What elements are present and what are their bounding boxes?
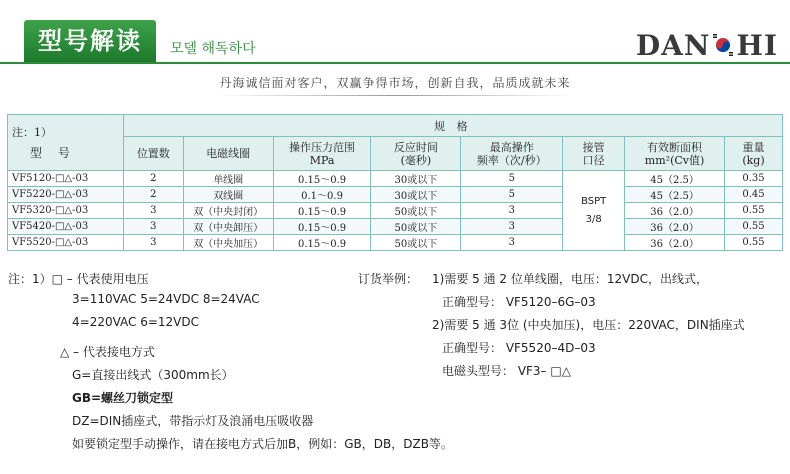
table-cell-response: 30或以下	[371, 187, 461, 203]
note-voltage-options-1: 3=110VAC 5=24VDC 8=24VAC	[72, 292, 260, 306]
page-header	[0, 0, 790, 64]
column-header-text: 重量	[742, 140, 765, 154]
note-voltage-options-2: 4=220VAC 6=12VDC	[72, 315, 200, 329]
column-header-text: 有效断面积	[647, 140, 703, 154]
column-header-text: (kg)	[742, 153, 765, 167]
korea-flag-icon	[712, 32, 734, 58]
table-cell-freq: 5	[461, 187, 563, 203]
table-cell-model: VF5220-□△-03	[8, 187, 124, 203]
table-row	[8, 219, 783, 235]
col-pressure	[273, 137, 371, 171]
spec-header: 规 格	[123, 115, 782, 137]
order-coil-model: 电磁头型号： VF3– □△	[442, 364, 571, 378]
table-cell-freq: 3	[461, 235, 563, 251]
brand-logo	[636, 30, 778, 60]
table-cell-response: 50或以下	[371, 219, 461, 235]
table-cell-positions: 2	[123, 187, 183, 203]
order-example-1: 1)需要 5 通 2 位单线圈，电压：12VDC，出线式，	[432, 272, 708, 286]
table-cell-area: 45（2.5）	[625, 187, 725, 203]
table-cell-freq: 5	[461, 171, 563, 187]
column-header-text: 位置数	[136, 147, 170, 160]
table-cell-area: 36（2.0）	[625, 235, 725, 251]
table-cell-model: VF5320-□△-03	[8, 203, 124, 219]
order-example-1-model: 正确型号： VF5120–6G–03	[442, 295, 596, 309]
table-cell-coil: 双（中央加压）	[183, 235, 273, 251]
table-cell-positions: 2	[123, 171, 183, 187]
table-cell-freq: 3	[461, 219, 563, 235]
table-cell-model: VF5120-□△-03	[8, 171, 124, 187]
table-cell-positions: 3	[123, 219, 183, 235]
order-example-2: 2)需要 5 通 3位 (中央加压)，电压：220VAC，DIN插座式	[432, 318, 745, 332]
table-cell-weight: 0.55	[725, 203, 783, 219]
table-cell-coil: 单线圈	[183, 171, 273, 187]
order-example-2-model: 正确型号： VF5520–4D–03	[442, 341, 596, 355]
col-weight	[725, 137, 783, 171]
column-header-text: 频率（次/秒）	[476, 153, 547, 167]
note-label: 注：1）	[12, 126, 52, 139]
column-header-text: MPa	[309, 153, 335, 167]
column-header-text: 最高操作	[489, 140, 534, 154]
spec-table	[7, 114, 783, 251]
table-cell-pressure: 0.1～0.9	[273, 187, 371, 203]
port-size-text: BSPT	[581, 195, 607, 207]
col-area	[625, 137, 725, 171]
table-cell-response: 30或以下	[371, 171, 461, 187]
table-row	[8, 187, 783, 203]
table-row	[8, 203, 783, 219]
col-response	[371, 137, 461, 171]
order-label: 订货举例：	[358, 272, 419, 286]
table-cell-pressure: 0.15～0.9	[273, 203, 371, 219]
table-cell-coil: 双（中央封闭）	[183, 203, 273, 219]
note-connection-title: △ – 代表接电方式	[60, 345, 155, 359]
table-cell-pressure: 0.15～0.9	[273, 171, 371, 187]
note-voltage-title: 注：1）□ – 代表使用电压	[8, 272, 149, 286]
table-cell-area: 36（2.0）	[625, 219, 725, 235]
note-connection-dz: DZ=DIN插座式，带指示灯及浪涌电压吸收器	[72, 414, 314, 428]
table-cell-pressure: 0.15～0.9	[273, 235, 371, 251]
logo-text-left: DAN	[635, 28, 711, 62]
table-cell-weight: 0.45	[725, 187, 783, 203]
table-cell-freq: 3	[461, 203, 563, 219]
port-size-cell	[563, 171, 625, 251]
page-subtitle: 모델 해독하다	[170, 41, 256, 57]
slogan: 丹海诚信面对客户，双赢争得市场，创新自我，品质成就未来	[219, 76, 571, 90]
note-lock-option: 如要锁定型手动操作，请在接电方式后加B，例如：GB，DB，DZB等。	[72, 437, 453, 451]
table-cell-weight: 0.55	[725, 219, 783, 235]
column-header-text: 操作压力范围	[289, 140, 356, 154]
table-row	[8, 235, 783, 251]
col-port	[563, 137, 625, 171]
port-size-text: 3/8	[585, 213, 602, 225]
spec-table-body	[8, 171, 783, 251]
model-header-cell	[8, 115, 124, 171]
column-header-text: (毫秒)	[400, 153, 432, 167]
header-divider	[0, 62, 790, 64]
col-coil	[183, 137, 273, 171]
table-cell-model: VF5420-□△-03	[8, 219, 124, 235]
table-cell-positions: 3	[123, 203, 183, 219]
slogan-underline	[215, 95, 575, 96]
table-cell-pressure: 0.15～0.9	[273, 219, 371, 235]
col-positions	[123, 137, 183, 171]
table-cell-weight: 0.35	[725, 171, 783, 187]
table-cell-model: VF5520-□△-03	[8, 235, 124, 251]
note-connection-g: G=直接出线式（300mm长）	[72, 368, 234, 382]
note-connection-gb: GB=螺丝刀锁定型	[72, 391, 174, 405]
col-frequency	[461, 137, 563, 171]
table-row	[8, 171, 783, 187]
column-header-text: 口径	[582, 153, 605, 167]
table-cell-area: 36（2.0）	[625, 203, 725, 219]
table-cell-area: 45（2.5）	[625, 171, 725, 187]
table-cell-weight: 0.55	[725, 235, 783, 251]
table-cell-response: 50或以下	[371, 203, 461, 219]
table-cell-coil: 双（中央卸压）	[183, 219, 273, 235]
model-label: 型 号	[30, 146, 76, 160]
table-cell-positions: 3	[123, 235, 183, 251]
column-header-text: mm²(Cv值)	[644, 153, 705, 167]
table-cell-response: 50或以下	[371, 235, 461, 251]
column-header-text: 接管	[582, 140, 605, 154]
page-title: 型号解读	[24, 20, 156, 62]
column-header-text: 反应时间	[393, 140, 438, 154]
table-cell-coil: 双线圈	[183, 187, 273, 203]
column-header-text: 电磁线圈	[206, 147, 251, 160]
logo-text-right: HI	[736, 28, 778, 62]
column-header-row	[8, 137, 783, 171]
